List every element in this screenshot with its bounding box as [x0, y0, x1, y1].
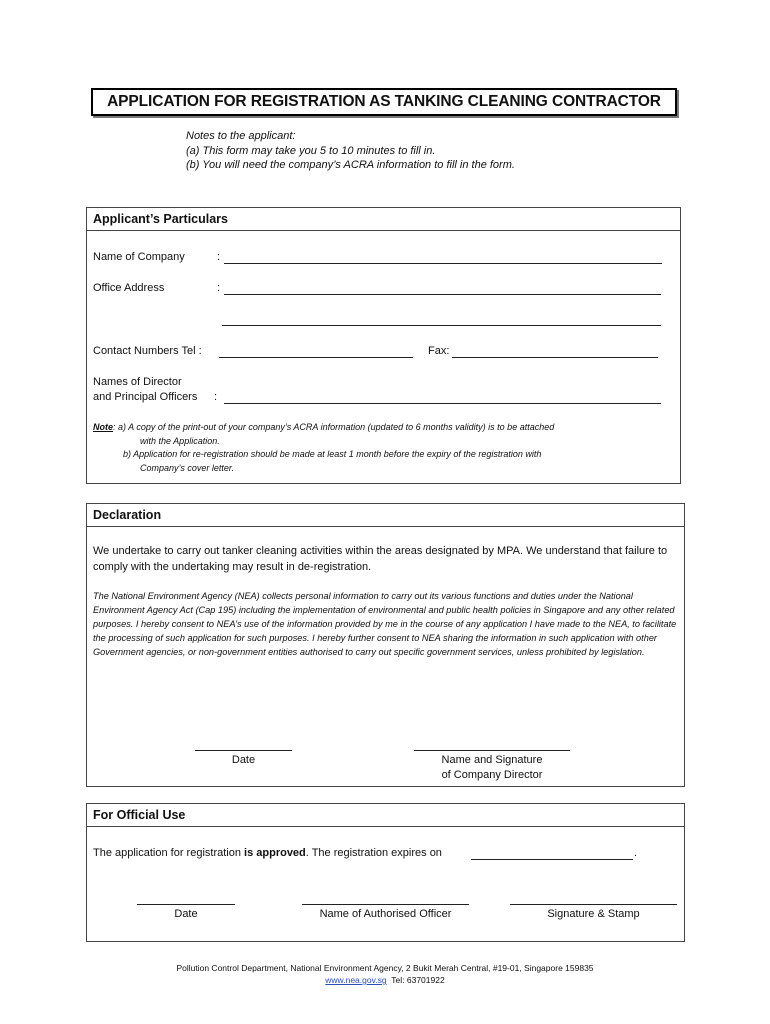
signature-stamp-field[interactable]: [510, 904, 677, 905]
fax-field[interactable]: [452, 357, 658, 358]
director-signature-label-line1: Name and Signature: [441, 754, 543, 766]
footer: [0, 962, 770, 986]
declaration-heading: Declaration: [87, 504, 684, 527]
privacy-consent-text: The National Environment Agency (NEA) collects personal information to carry out its various functions and duties under the National Environment Agency Act (Cap 195) including the implementation of environmental and public health policies in Singapore and any other related purposes. I hereby consent to NEA’s use of the information provided by me in the course of any application I have made to the NEA, to facilitate the processing of such application for such purposes. I hereby further consent to NEA sharing the information in such application with other Government agencies, or non-government entities authorised to carry out specific government services, unless prohibited by legislation.: [93, 591, 677, 657]
note-a-line2: with the Application.: [140, 435, 220, 446]
notes-to-applicant: [186, 129, 515, 173]
authorised-officer-label: Name of Authorised Officer: [319, 908, 452, 920]
office-address-label: Office Address: [93, 282, 165, 294]
notes-heading: Notes to the applicant:: [186, 130, 296, 142]
undertaking-text: We undertake to carry out tanker cleaning activities within the areas designated by MPA. We understand that failure to comply with the undertaking may result in de-registration.: [93, 545, 668, 573]
period: .: [634, 847, 638, 859]
note-b: (b) You will need the company’s ACRA information to fill in the form.: [186, 159, 515, 171]
note-a-line1: : a) A copy of the print-out of your company’s ACRA information (updated to 6 months validity) is to be attached: [113, 422, 555, 432]
directors-field[interactable]: [224, 403, 661, 404]
expiry-date-field[interactable]: [471, 859, 633, 860]
note-word: Note: [93, 422, 113, 432]
signature-stamp-label: Signature & Stamp: [547, 908, 640, 920]
declaration-date-label: Date: [231, 754, 256, 766]
official-use-section: [86, 803, 685, 942]
fax-label: Fax:: [428, 345, 450, 357]
applicant-particulars-section: [86, 207, 681, 484]
footer-address: Pollution Control Department, National Environment Agency, 2 Bukit Merah Central, #19-01, Singapore 159835: [176, 963, 594, 973]
colon: :: [217, 282, 221, 294]
authorised-officer-field[interactable]: [302, 904, 469, 905]
contact-tel-label: Contact Numbers Tel :: [93, 345, 202, 357]
company-name-field[interactable]: [224, 263, 662, 264]
website-link[interactable]: www.nea.gov.sg: [325, 975, 387, 985]
colon: :: [217, 251, 221, 263]
directors-label-line2: and Principal Officers: [93, 391, 198, 403]
colon: :: [214, 391, 218, 403]
directors-label-line1: Names of Director: [93, 376, 182, 388]
note-a: (a) This form may take you 5 to 10 minutes to fill in.: [186, 144, 436, 157]
approval-text: The application for registration is approved. The registration expires on: [93, 847, 442, 859]
applicant-notes: [93, 421, 673, 475]
office-address-field-2[interactable]: [222, 325, 661, 326]
declaration-section: [86, 503, 685, 787]
company-name-label: Name of Company: [93, 251, 185, 263]
form-title: APPLICATION FOR REGISTRATION AS TANKING CLEANING CONTRACTOR: [91, 88, 677, 116]
tel-field[interactable]: [219, 357, 413, 358]
note-b-line2: Company’s cover letter.: [140, 462, 235, 473]
director-signature-field[interactable]: [414, 750, 570, 751]
official-date-label: Date: [174, 908, 198, 920]
official-date-field[interactable]: [137, 904, 235, 905]
director-signature-label-line2: of Company Director: [441, 769, 543, 781]
applicant-particulars-heading: Applicant’s Particulars: [87, 208, 680, 231]
office-address-field-1[interactable]: [224, 294, 661, 295]
footer-tel: Tel: 63701922: [391, 975, 445, 985]
note-b-line1: b) Application for re-registration should be made at least 1 month before the expiry of the registration with: [123, 449, 542, 459]
official-use-heading: For Official Use: [87, 804, 684, 827]
declaration-date-field[interactable]: [195, 750, 292, 751]
